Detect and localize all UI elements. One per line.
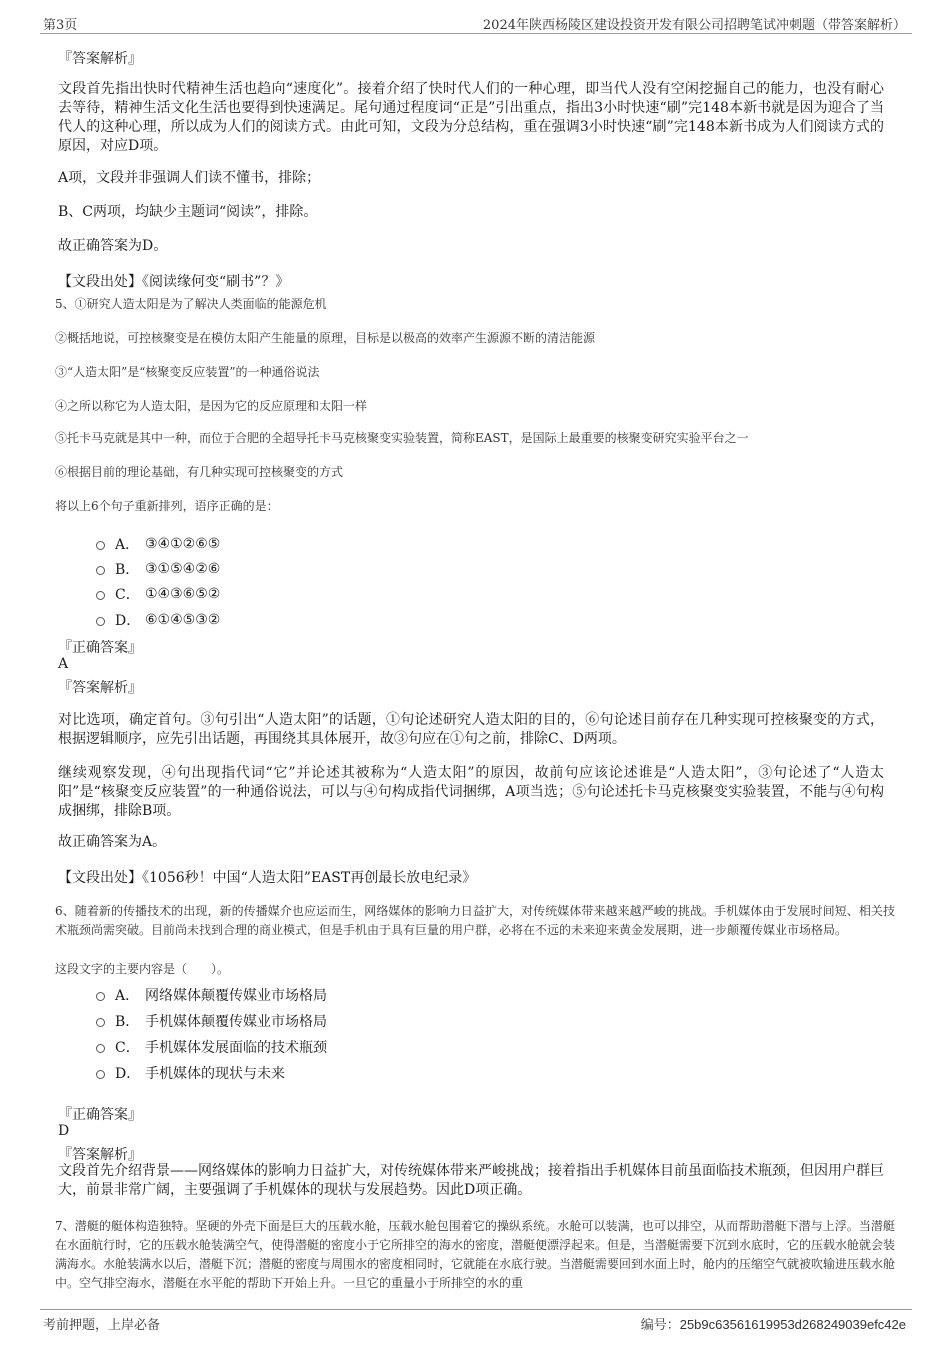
q6-answer: D [58,1123,70,1139]
q5-sentence-2: ②概括地说，可控核聚变是在模仿太阳产生能量的原理，目标是以极高的效率产生源源不断的清洁能源 [55,331,596,345]
q4-analysis-p3: B、C两项，均缺少主题词“阅读”，排除。 [58,204,318,220]
document-title: 2024年陕西杨陵区建设投资开发有限公司招聘笔试冲刺题（带答案解析） [482,18,906,33]
q4-analysis-p1: 文段首先指出快时代精神生活也趋向“速度化”。接着介绍了快时代人们的一种心理，即当代人没有空闲挖掘自己的能力，也没有耐心去等待，精神生活文化生活也要得到快速满足。尾句通过程度词“正是”引出重点，指出3小时快速“刷”完148本新书就是因为迎合了当代人的这种心理，所以成为人们的阅读方式。由此可知，文段为分总结构，重在强调3小时快速“刷”完148本新书成为人们阅读方式的原因，对应D项。 [58,81,884,154]
q6-option-c[interactable]: C． 手机媒体发展面临的技术瓶颈 [96,1037,327,1057]
radio-icon[interactable] [96,1018,105,1027]
q5-analysis-p2: 继续观察发现，④句出现指代词“它”并论述其被称为“人造太阳”的原因，故前句应该论述谁是“人造太阳”，③句论述了“人造太阳”是“核聚变反应装置”的一种通俗说法，可以与④句构成指代词捆绑，A项当选；⑤句论述托卡马克核聚变实验装置，不能与④句构成捆绑，排除B项。 [58,765,884,819]
q6-analysis: 文段首先介绍背景——网络媒体的影响力日益扩大，对传统媒体带来严峻挑战；接着指出手机媒体目前虽面临技术瓶颈，但因用户群巨大，前景非常广阔，主要强调了手机媒体的现状与发展趋势。因此D项正确。 [58,1163,884,1198]
radio-icon[interactable] [96,617,105,626]
q4-source: 【文段出处】《阅读缘何变“刷书”？》 [58,274,290,290]
q5-option-c[interactable]: C． ①④③⑥⑤② [96,584,220,604]
document-code-label: 编号： [640,1318,680,1333]
q4-analysis-p2: A项，文段并非强调人们读不懂书，排除； [58,170,321,186]
q6-option-b[interactable]: B． 手机媒体颠覆传媒业市场格局 [96,1011,327,1031]
radio-icon[interactable] [96,1070,105,1079]
q5-sentence-3: ③“人造太阳”是“核聚变反应装置”的一种通俗说法 [55,365,320,379]
q5-option-d[interactable]: D． ⑥①④⑤③② [96,610,220,630]
q5-sentence-1: 5、①研究人造太阳是为了解决人类面临的能源危机 [55,297,327,311]
footer-divider [40,1309,912,1310]
document-code [641,1314,906,1333]
radio-icon[interactable] [96,591,105,600]
q6-answer-label: 『正确答案』 [58,1107,142,1123]
radio-icon[interactable] [96,1044,105,1053]
q4-analysis-label: 『答案解析』 [58,51,142,67]
q5-sentence-4: ④之所以称它为人造太阳，是因为它的反应原理和太阳一样 [55,399,368,413]
document-code-value: 25b9c63561619953d268249039efc42e [679,1317,906,1332]
q5-answer-label: 『正确答案』 [58,640,142,656]
q5-sentence-6: ⑥根据目前的理论基础，有几种实现可控核聚变的方式 [55,465,344,479]
q6-option-a[interactable]: A． 网络媒体颠覆传媒业市场格局 [96,985,327,1005]
q7-stem: 7、潜艇的艇体构造独特。坚硬的外壳下面是巨大的压载水舱，压载水舱包围着它的操纵系统。水舱可以装满，也可以排空，从而帮助潜艇下潜与上浮。当潜艇在水面航行时，它的压载水舱装满空气，使得潜艇的密度小于它所排空的海水的密度，潜艇便漂浮起来。但是，当潜艇需要下沉到水底时，它的压载水舱就会装满海水。水舱装满水以后，潜艇下沉；潜艇的密度与周围水的密度相同时，它就能在水底行驶。当潜艇需要回到水面上时，舱内的压缩空气就被吹输进压载水舱中。空气排空海水，潜艇在水平舵的帮助下开始上升。一旦它的重量小于所排空的水的重 [55,1219,896,1290]
q6-question: 这段文字的主要内容是（ ）。 [55,962,230,976]
q6-analysis-label: 『答案解析』 [58,1147,142,1163]
radio-icon[interactable] [96,566,105,575]
q5-analysis-p1: 对比选项，确定首句。③句引出“人造太阳”的话题，①句论述研究人造太阳的目的，⑥句论述目前存在几种实现可控核聚变的方式，根据逻辑顺序，应先引出话题，再围绕其具体展开，故③句应在①句之前，排除C、D两项。 [58,712,884,747]
radio-icon[interactable] [96,992,105,1001]
q5-analysis-p3: 故正确答案为A。 [58,834,167,850]
footer-slogan: 考前押题，上岸必备 [43,1318,161,1333]
header-divider [40,33,912,34]
q5-source: 【文段出处】《1056秒！中国“人造太阳”EAST再创最长放电纪录》 [58,870,477,886]
q5-answer: A [58,656,69,672]
q5-option-a[interactable]: A． ③④①②⑥⑤ [96,534,220,554]
q4-analysis-p4: 故正确答案为D。 [58,238,168,254]
q6-option-d[interactable]: D． 手机媒体的现状与未来 [96,1063,285,1083]
q5-analysis-label: 『答案解析』 [58,680,142,696]
q5-option-b[interactable]: B． ③①⑤④②⑥ [96,559,220,579]
q5-stem: 将以上6个句子重新排列，语序正确的是： [55,499,279,513]
page-number: 第3页 [43,18,78,33]
radio-icon[interactable] [96,541,105,550]
q5-sentence-5: ⑤托卡马克就是其中一种，而位于合肥的全超导托卡马克核聚变实验装置，简称EAST，是国际上最重要的核聚变研究实验平台之一 [55,431,749,445]
q6-stem: 6、随着新的传播技术的出现，新的传播媒介也应运而生，网络媒体的影响力日益扩大，对传统媒体带来越来越严峻的挑战。手机媒体由于发展时间短、相关技术瓶颈尚需突破。目前尚未找到合理的商业模式，但是手机由于具有巨量的用户群，必将在不远的未来迎来黄金发展期，进一步颠覆传媒业市场格局。 [55,904,895,937]
